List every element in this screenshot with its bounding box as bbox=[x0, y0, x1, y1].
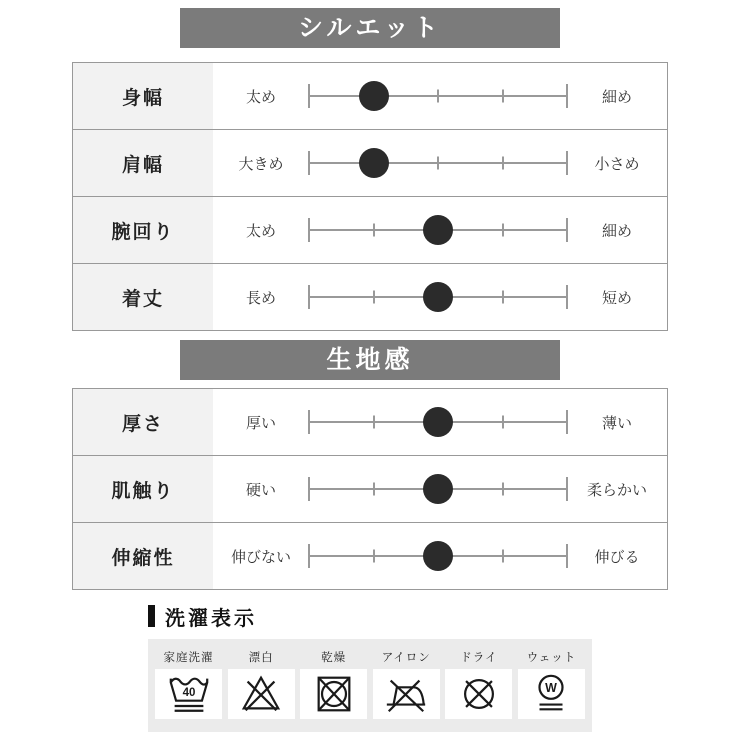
laundry-panel bbox=[148, 639, 592, 732]
row-label: 伸縮性 bbox=[73, 523, 213, 589]
table-row bbox=[73, 389, 667, 455]
scale-tick bbox=[502, 157, 504, 170]
scale-right-label: 短め bbox=[601, 289, 632, 307]
scale-right-label: 薄い bbox=[601, 414, 632, 432]
scale-tick bbox=[308, 218, 310, 242]
scale-tick bbox=[502, 291, 504, 304]
scale-tick bbox=[502, 483, 504, 496]
scale-tick bbox=[373, 224, 375, 237]
scale-left-label: 大きめ bbox=[238, 155, 284, 173]
scale-value-dot bbox=[359, 81, 389, 111]
scale-left-label: 太め bbox=[245, 88, 276, 106]
wash-tub-40-icon bbox=[166, 671, 212, 717]
scale-tick bbox=[566, 410, 568, 434]
table-row bbox=[73, 129, 667, 196]
table-row bbox=[73, 455, 667, 522]
care-label: 乾燥 bbox=[321, 652, 347, 664]
heading-accent-bar bbox=[148, 605, 155, 627]
rating-scale bbox=[309, 275, 567, 319]
no-bleach-icon bbox=[238, 671, 284, 717]
scale-tick bbox=[308, 151, 310, 175]
care-label: ドライ bbox=[460, 652, 498, 664]
fabric-table bbox=[72, 388, 668, 590]
scale-tick bbox=[566, 477, 568, 501]
scale-tick bbox=[373, 291, 375, 304]
row-label: 着丈 bbox=[73, 264, 213, 330]
scale-left-label: 長め bbox=[245, 289, 276, 307]
care-item bbox=[444, 649, 513, 719]
table-row bbox=[73, 263, 667, 330]
care-label: 漂白 bbox=[248, 652, 274, 664]
table-row bbox=[73, 196, 667, 263]
scale-left-label: 太め bbox=[245, 222, 276, 240]
care-symbol-box bbox=[155, 669, 222, 719]
scale-left-label: 厚い bbox=[245, 414, 276, 432]
scale-tick bbox=[373, 416, 375, 429]
scale-right-label: 細め bbox=[601, 88, 632, 106]
svg-text:W: W bbox=[545, 681, 558, 696]
scale-tick bbox=[502, 416, 504, 429]
scale-tick bbox=[566, 151, 568, 175]
scale-tick bbox=[502, 550, 504, 563]
care-symbol-box bbox=[445, 669, 512, 719]
rating-scale bbox=[309, 400, 567, 444]
scale-tick bbox=[308, 544, 310, 568]
row-label: 身幅 bbox=[73, 63, 213, 129]
care-label: ウェット bbox=[526, 652, 577, 664]
section-title-fabric: 生地感 bbox=[180, 340, 560, 380]
care-symbol-box bbox=[373, 669, 440, 719]
scale-tick bbox=[566, 544, 568, 568]
scale-right-label: 伸びる bbox=[594, 548, 640, 566]
scale-left-label: 硬い bbox=[245, 481, 276, 499]
row-label: 肩幅 bbox=[73, 130, 213, 196]
scale-value-dot bbox=[423, 541, 453, 571]
care-symbol-box bbox=[300, 669, 367, 719]
care-item bbox=[227, 649, 296, 719]
rating-scale bbox=[309, 74, 567, 118]
scale-tick bbox=[502, 224, 504, 237]
wet-clean-mild-icon bbox=[528, 671, 574, 717]
no-iron-icon bbox=[383, 671, 429, 717]
scale-value-dot bbox=[423, 215, 453, 245]
laundry-heading-text: 洗濯表示 bbox=[165, 607, 257, 630]
scale-tick bbox=[566, 218, 568, 242]
scale-right-label: 細め bbox=[601, 222, 632, 240]
scale-tick bbox=[308, 285, 310, 309]
scale-tick bbox=[308, 410, 310, 434]
no-dry-clean-icon bbox=[456, 671, 502, 717]
section-title-silhouette: シルエット bbox=[180, 8, 560, 48]
row-label: 腕回り bbox=[73, 197, 213, 263]
care-symbol-box bbox=[228, 669, 295, 719]
scale-right-label: 柔らかい bbox=[586, 481, 647, 499]
rating-scale bbox=[309, 141, 567, 185]
scale-tick bbox=[308, 477, 310, 501]
care-item bbox=[517, 649, 586, 719]
scale-value-dot bbox=[423, 282, 453, 312]
scale-tick bbox=[437, 157, 439, 170]
rating-scale bbox=[309, 467, 567, 511]
scale-tick bbox=[566, 84, 568, 108]
silhouette-table bbox=[72, 62, 668, 331]
scale-tick bbox=[502, 90, 504, 103]
scale-tick bbox=[437, 90, 439, 103]
rating-scale bbox=[309, 534, 567, 578]
row-label: 厚さ bbox=[73, 389, 213, 455]
table-row bbox=[73, 522, 667, 589]
care-symbol-box bbox=[518, 669, 585, 719]
scale-value-dot bbox=[423, 474, 453, 504]
care-label: アイロン bbox=[381, 652, 431, 664]
no-tumble-dry-icon bbox=[311, 671, 357, 717]
scale-tick bbox=[308, 84, 310, 108]
scale-tick bbox=[566, 285, 568, 309]
svg-text:40: 40 bbox=[182, 686, 195, 699]
laundry-heading bbox=[148, 603, 740, 629]
care-item bbox=[372, 649, 441, 719]
scale-left-label: 伸びない bbox=[230, 548, 291, 566]
care-item bbox=[154, 649, 223, 719]
row-label: 肌触り bbox=[73, 456, 213, 522]
care-label: 家庭洗濯 bbox=[163, 652, 214, 664]
scale-tick bbox=[373, 550, 375, 563]
care-item bbox=[299, 649, 368, 719]
table-row bbox=[73, 63, 667, 129]
rating-scale bbox=[309, 208, 567, 252]
scale-tick bbox=[373, 483, 375, 496]
scale-value-dot bbox=[423, 407, 453, 437]
scale-value-dot bbox=[359, 148, 389, 178]
scale-right-label: 小さめ bbox=[594, 155, 640, 173]
